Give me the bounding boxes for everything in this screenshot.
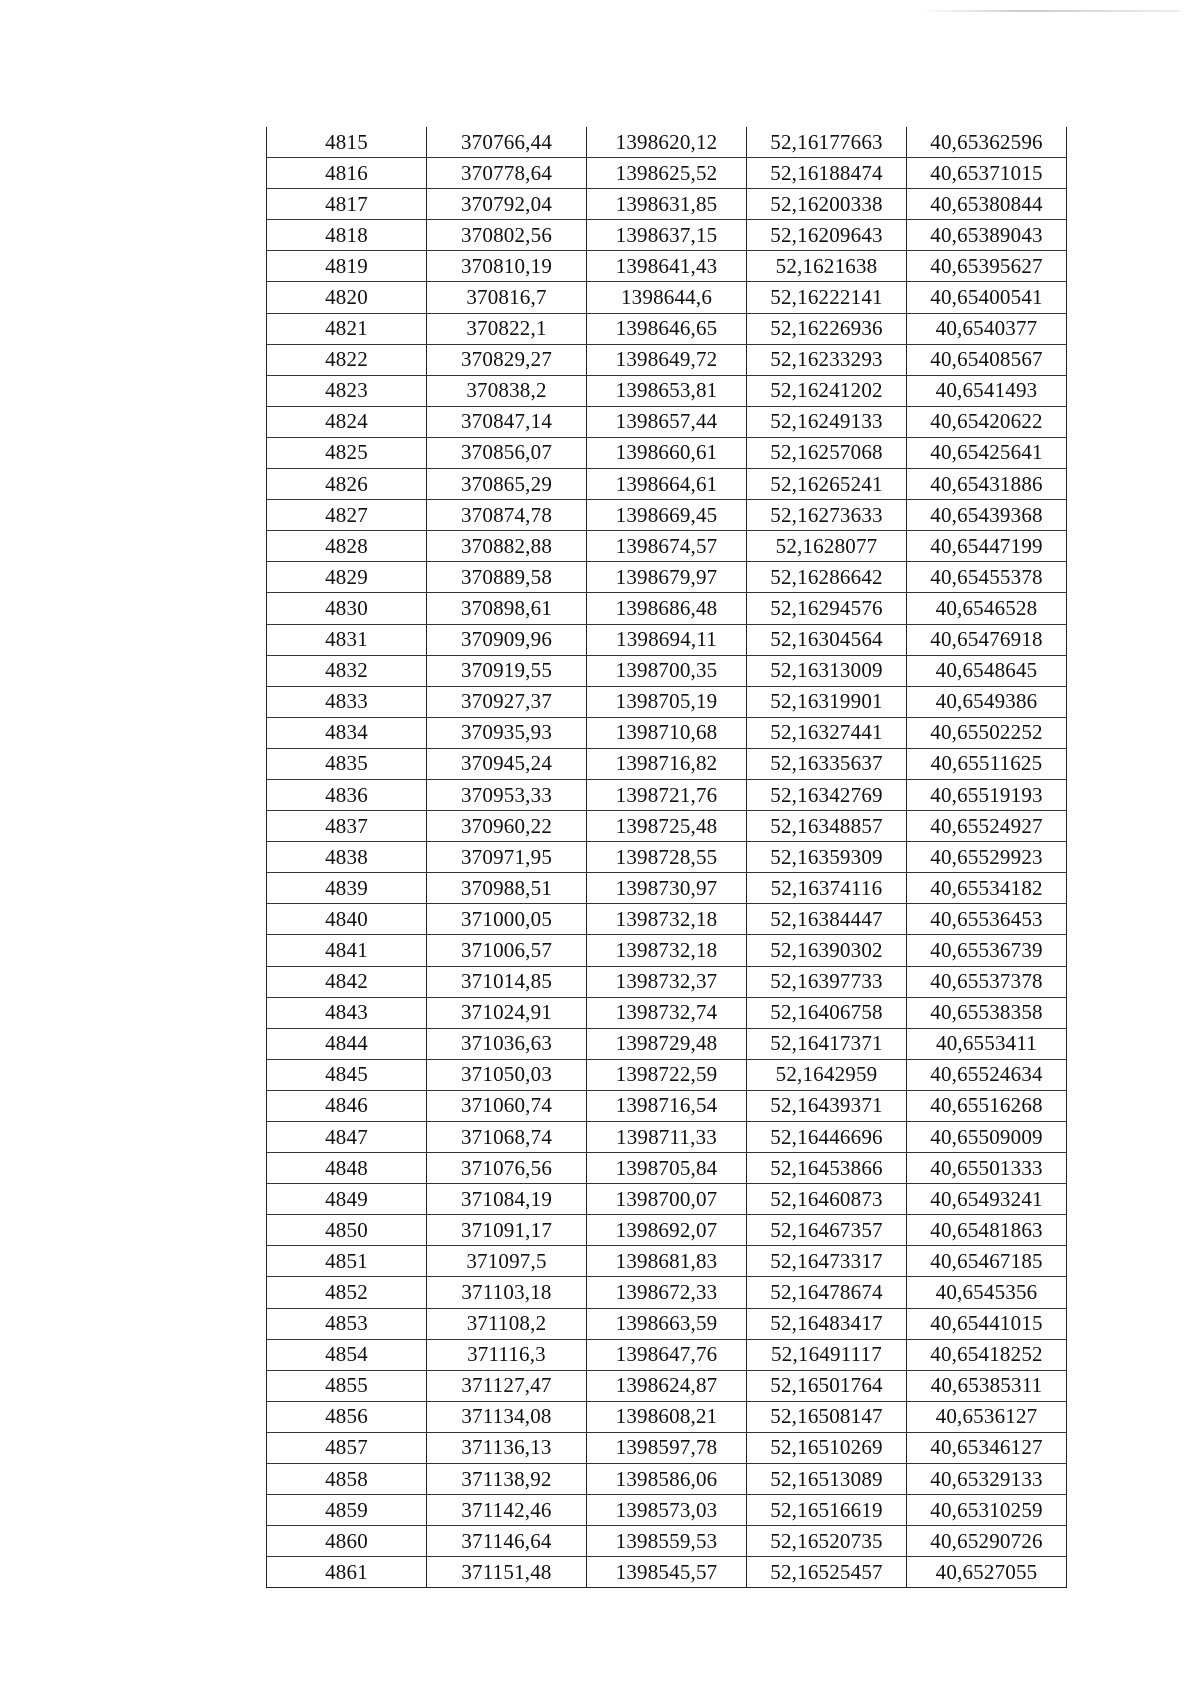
table-row: [267, 375, 1067, 406]
point-number-cell: 4839: [267, 873, 427, 904]
point-number-cell: 4827: [267, 500, 427, 531]
table-row: [267, 1370, 1067, 1401]
x-coordinate-cell: 371142,46: [427, 1495, 587, 1526]
table-row: [267, 1215, 1067, 1246]
y-coordinate-cell: 1398686,48: [587, 593, 747, 624]
point-number-cell: 4819: [267, 251, 427, 282]
x-coordinate-cell: 370909,96: [427, 624, 587, 655]
point-number-cell: 4855: [267, 1370, 427, 1401]
longitude-cell: 40,65425641: [907, 437, 1067, 468]
longitude-cell: 40,65395627: [907, 251, 1067, 282]
point-number-cell: 4860: [267, 1526, 427, 1557]
x-coordinate-cell: 370953,33: [427, 779, 587, 810]
x-coordinate-cell: 371097,5: [427, 1246, 587, 1277]
table-row: [267, 1184, 1067, 1215]
longitude-cell: 40,65534182: [907, 873, 1067, 904]
table-row: [267, 189, 1067, 220]
x-coordinate-cell: 370792,04: [427, 189, 587, 220]
latitude-cell: 52,16319901: [747, 686, 907, 717]
point-number-cell: 4834: [267, 717, 427, 748]
longitude-cell: 40,65439368: [907, 500, 1067, 531]
point-number-cell: 4852: [267, 1277, 427, 1308]
y-coordinate-cell: 1398711,33: [587, 1122, 747, 1153]
point-number-cell: 4837: [267, 811, 427, 842]
point-number-cell: 4822: [267, 344, 427, 375]
longitude-cell: 40,65380844: [907, 189, 1067, 220]
latitude-cell: 52,1628077: [747, 531, 907, 562]
point-number-cell: 4842: [267, 966, 427, 997]
y-coordinate-cell: 1398620,12: [587, 127, 747, 158]
point-number-cell: 4816: [267, 158, 427, 189]
x-coordinate-cell: 371014,85: [427, 966, 587, 997]
longitude-cell: 40,65385311: [907, 1370, 1067, 1401]
x-coordinate-cell: 370865,29: [427, 469, 587, 500]
y-coordinate-cell: 1398625,52: [587, 158, 747, 189]
latitude-cell: 52,16327441: [747, 717, 907, 748]
latitude-cell: 52,16273633: [747, 500, 907, 531]
table-row: [267, 966, 1067, 997]
latitude-cell: 52,1642959: [747, 1059, 907, 1090]
y-coordinate-cell: 1398694,11: [587, 624, 747, 655]
x-coordinate-cell: 371091,17: [427, 1215, 587, 1246]
point-number-cell: 4836: [267, 779, 427, 810]
longitude-cell: 40,65511625: [907, 748, 1067, 779]
table-row: [267, 1090, 1067, 1121]
longitude-cell: 40,65519193: [907, 779, 1067, 810]
y-coordinate-cell: 1398647,76: [587, 1339, 747, 1370]
table-row: [267, 873, 1067, 904]
latitude-cell: 52,16257068: [747, 437, 907, 468]
longitude-cell: 40,6541493: [907, 375, 1067, 406]
y-coordinate-cell: 1398644,6: [587, 282, 747, 313]
latitude-cell: 52,16188474: [747, 158, 907, 189]
x-coordinate-cell: 370829,27: [427, 344, 587, 375]
x-coordinate-cell: 370856,07: [427, 437, 587, 468]
x-coordinate-cell: 371151,48: [427, 1557, 587, 1588]
point-number-cell: 4848: [267, 1153, 427, 1184]
latitude-cell: 52,16513089: [747, 1464, 907, 1495]
y-coordinate-cell: 1398681,83: [587, 1246, 747, 1277]
y-coordinate-cell: 1398641,43: [587, 251, 747, 282]
longitude-cell: 40,65501333: [907, 1153, 1067, 1184]
latitude-cell: 52,16226936: [747, 313, 907, 344]
y-coordinate-cell: 1398732,18: [587, 904, 747, 935]
y-coordinate-cell: 1398716,82: [587, 748, 747, 779]
table-row: [267, 282, 1067, 313]
table-row: [267, 1246, 1067, 1277]
y-coordinate-cell: 1398646,65: [587, 313, 747, 344]
x-coordinate-cell: 370847,14: [427, 406, 587, 437]
point-number-cell: 4824: [267, 406, 427, 437]
latitude-cell: 52,16304564: [747, 624, 907, 655]
longitude-cell: 40,65502252: [907, 717, 1067, 748]
x-coordinate-cell: 370822,1: [427, 313, 587, 344]
latitude-cell: 52,16439371: [747, 1090, 907, 1121]
latitude-cell: 52,16342769: [747, 779, 907, 810]
y-coordinate-cell: 1398637,15: [587, 220, 747, 251]
latitude-cell: 52,16249133: [747, 406, 907, 437]
table-row: [267, 1557, 1067, 1588]
point-number-cell: 4859: [267, 1495, 427, 1526]
longitude-cell: 40,65516268: [907, 1090, 1067, 1121]
x-coordinate-cell: 370927,37: [427, 686, 587, 717]
longitude-cell: 40,65371015: [907, 158, 1067, 189]
latitude-cell: 52,16446696: [747, 1122, 907, 1153]
point-number-cell: 4825: [267, 437, 427, 468]
longitude-cell: 40,65310259: [907, 1495, 1067, 1526]
latitude-cell: 52,16222141: [747, 282, 907, 313]
longitude-cell: 40,65362596: [907, 127, 1067, 158]
y-coordinate-cell: 1398692,07: [587, 1215, 747, 1246]
latitude-cell: 52,16483417: [747, 1308, 907, 1339]
y-coordinate-cell: 1398653,81: [587, 375, 747, 406]
latitude-cell: 52,16359309: [747, 842, 907, 873]
x-coordinate-cell: 371108,2: [427, 1308, 587, 1339]
latitude-cell: 52,16374116: [747, 873, 907, 904]
latitude-cell: 52,16294576: [747, 593, 907, 624]
point-number-cell: 4857: [267, 1432, 427, 1463]
longitude-cell: 40,65524927: [907, 811, 1067, 842]
y-coordinate-cell: 1398729,48: [587, 1028, 747, 1059]
table-row: [267, 1526, 1067, 1557]
table-row: [267, 935, 1067, 966]
y-coordinate-cell: 1398674,57: [587, 531, 747, 562]
y-coordinate-cell: 1398669,45: [587, 500, 747, 531]
y-coordinate-cell: 1398716,54: [587, 1090, 747, 1121]
y-coordinate-cell: 1398732,37: [587, 966, 747, 997]
latitude-cell: 52,16460873: [747, 1184, 907, 1215]
x-coordinate-cell: 371116,3: [427, 1339, 587, 1370]
table-row: [267, 562, 1067, 593]
table-row: [267, 1495, 1067, 1526]
longitude-cell: 40,65536453: [907, 904, 1067, 935]
table-row: [267, 717, 1067, 748]
x-coordinate-cell: 370874,78: [427, 500, 587, 531]
table-row: [267, 1277, 1067, 1308]
y-coordinate-cell: 1398672,33: [587, 1277, 747, 1308]
point-number-cell: 4817: [267, 189, 427, 220]
latitude-cell: 52,16473317: [747, 1246, 907, 1277]
latitude-cell: 52,16390302: [747, 935, 907, 966]
x-coordinate-cell: 370919,55: [427, 655, 587, 686]
x-coordinate-cell: 370898,61: [427, 593, 587, 624]
point-number-cell: 4830: [267, 593, 427, 624]
table-row: [267, 748, 1067, 779]
table-row: [267, 500, 1067, 531]
longitude-cell: 40,65509009: [907, 1122, 1067, 1153]
latitude-cell: 52,16478674: [747, 1277, 907, 1308]
y-coordinate-cell: 1398721,76: [587, 779, 747, 810]
point-number-cell: 4858: [267, 1464, 427, 1495]
latitude-cell: 52,16467357: [747, 1215, 907, 1246]
x-coordinate-cell: 371136,13: [427, 1432, 587, 1463]
longitude-cell: 40,65431886: [907, 469, 1067, 500]
y-coordinate-cell: 1398700,07: [587, 1184, 747, 1215]
point-number-cell: 4840: [267, 904, 427, 935]
point-number-cell: 4846: [267, 1090, 427, 1121]
y-coordinate-cell: 1398624,87: [587, 1370, 747, 1401]
latitude-cell: 52,16516619: [747, 1495, 907, 1526]
longitude-cell: 40,65290726: [907, 1526, 1067, 1557]
point-number-cell: 4815: [267, 127, 427, 158]
longitude-cell: 40,65418252: [907, 1339, 1067, 1370]
coordinates-table-body: [267, 127, 1067, 1588]
latitude-cell: 52,16453866: [747, 1153, 907, 1184]
latitude-cell: 52,16520735: [747, 1526, 907, 1557]
y-coordinate-cell: 1398679,97: [587, 562, 747, 593]
latitude-cell: 52,16384447: [747, 904, 907, 935]
y-coordinate-cell: 1398722,59: [587, 1059, 747, 1090]
x-coordinate-cell: 370971,95: [427, 842, 587, 873]
y-coordinate-cell: 1398700,35: [587, 655, 747, 686]
latitude-cell: 52,16335637: [747, 748, 907, 779]
table-row: [267, 344, 1067, 375]
point-number-cell: 4821: [267, 313, 427, 344]
table-row: [267, 469, 1067, 500]
longitude-cell: 40,65537378: [907, 966, 1067, 997]
point-number-cell: 4818: [267, 220, 427, 251]
table-row: [267, 1028, 1067, 1059]
longitude-cell: 40,6553411: [907, 1028, 1067, 1059]
table-row: [267, 1059, 1067, 1090]
x-coordinate-cell: 370889,58: [427, 562, 587, 593]
point-number-cell: 4856: [267, 1401, 427, 1432]
longitude-cell: 40,65389043: [907, 220, 1067, 251]
latitude-cell: 52,16508147: [747, 1401, 907, 1432]
table-row: [267, 127, 1067, 158]
longitude-cell: 40,65524634: [907, 1059, 1067, 1090]
latitude-cell: 52,16265241: [747, 469, 907, 500]
table-row: [267, 1464, 1067, 1495]
latitude-cell: 52,16200338: [747, 189, 907, 220]
latitude-cell: 52,16491117: [747, 1339, 907, 1370]
latitude-cell: 52,16501764: [747, 1370, 907, 1401]
latitude-cell: 52,16209643: [747, 220, 907, 251]
x-coordinate-cell: 370766,44: [427, 127, 587, 158]
table-row: [267, 655, 1067, 686]
point-number-cell: 4823: [267, 375, 427, 406]
x-coordinate-cell: 370935,93: [427, 717, 587, 748]
y-coordinate-cell: 1398649,72: [587, 344, 747, 375]
table-row: [267, 1153, 1067, 1184]
x-coordinate-cell: 371006,57: [427, 935, 587, 966]
table-row: [267, 842, 1067, 873]
point-number-cell: 4838: [267, 842, 427, 873]
longitude-cell: 40,65400541: [907, 282, 1067, 313]
latitude-cell: 52,16286642: [747, 562, 907, 593]
table-row: [267, 220, 1067, 251]
point-number-cell: 4850: [267, 1215, 427, 1246]
point-number-cell: 4833: [267, 686, 427, 717]
x-coordinate-cell: 371024,91: [427, 997, 587, 1028]
table-row: [267, 624, 1067, 655]
table-row: [267, 158, 1067, 189]
longitude-cell: 40,65529923: [907, 842, 1067, 873]
table-row: [267, 1401, 1067, 1432]
point-number-cell: 4831: [267, 624, 427, 655]
point-number-cell: 4835: [267, 748, 427, 779]
x-coordinate-cell: 370945,24: [427, 748, 587, 779]
table-row: [267, 997, 1067, 1028]
x-coordinate-cell: 371134,08: [427, 1401, 587, 1432]
y-coordinate-cell: 1398631,85: [587, 189, 747, 220]
x-coordinate-cell: 370802,56: [427, 220, 587, 251]
y-coordinate-cell: 1398663,59: [587, 1308, 747, 1339]
point-number-cell: 4828: [267, 531, 427, 562]
point-number-cell: 4841: [267, 935, 427, 966]
table-row: [267, 779, 1067, 810]
longitude-cell: 40,6545356: [907, 1277, 1067, 1308]
longitude-cell: 40,65447199: [907, 531, 1067, 562]
table-row: [267, 904, 1067, 935]
latitude-cell: 52,16397733: [747, 966, 907, 997]
longitude-cell: 40,65481863: [907, 1215, 1067, 1246]
y-coordinate-cell: 1398664,61: [587, 469, 747, 500]
table-row: [267, 1339, 1067, 1370]
table-row: [267, 251, 1067, 282]
y-coordinate-cell: 1398608,21: [587, 1401, 747, 1432]
point-number-cell: 4854: [267, 1339, 427, 1370]
y-coordinate-cell: 1398705,19: [587, 686, 747, 717]
y-coordinate-cell: 1398730,97: [587, 873, 747, 904]
y-coordinate-cell: 1398705,84: [587, 1153, 747, 1184]
x-coordinate-cell: 371084,19: [427, 1184, 587, 1215]
longitude-cell: 40,65441015: [907, 1308, 1067, 1339]
x-coordinate-cell: 371103,18: [427, 1277, 587, 1308]
longitude-cell: 40,65536739: [907, 935, 1067, 966]
longitude-cell: 40,65455378: [907, 562, 1067, 593]
table-row: [267, 811, 1067, 842]
longitude-cell: 40,6549386: [907, 686, 1067, 717]
longitude-cell: 40,6540377: [907, 313, 1067, 344]
latitude-cell: 52,16177663: [747, 127, 907, 158]
coordinates-table: [266, 127, 1067, 1588]
latitude-cell: 52,16313009: [747, 655, 907, 686]
y-coordinate-cell: 1398657,44: [587, 406, 747, 437]
latitude-cell: 52,16241202: [747, 375, 907, 406]
x-coordinate-cell: 371050,03: [427, 1059, 587, 1090]
latitude-cell: 52,16406758: [747, 997, 907, 1028]
point-number-cell: 4829: [267, 562, 427, 593]
longitude-cell: 40,65329133: [907, 1464, 1067, 1495]
point-number-cell: 4826: [267, 469, 427, 500]
x-coordinate-cell: 371068,74: [427, 1122, 587, 1153]
latitude-cell: 52,1621638: [747, 251, 907, 282]
table-row: [267, 1432, 1067, 1463]
x-coordinate-cell: 370838,2: [427, 375, 587, 406]
x-coordinate-cell: 370988,51: [427, 873, 587, 904]
longitude-cell: 40,6536127: [907, 1401, 1067, 1432]
y-coordinate-cell: 1398586,06: [587, 1464, 747, 1495]
longitude-cell: 40,65420622: [907, 406, 1067, 437]
x-coordinate-cell: 371127,47: [427, 1370, 587, 1401]
table-row: [267, 531, 1067, 562]
x-coordinate-cell: 371036,63: [427, 1028, 587, 1059]
latitude-cell: 52,16233293: [747, 344, 907, 375]
point-number-cell: 4843: [267, 997, 427, 1028]
longitude-cell: 40,65408567: [907, 344, 1067, 375]
x-coordinate-cell: 370810,19: [427, 251, 587, 282]
scan-artifact: [920, 10, 1180, 12]
longitude-cell: 40,65538358: [907, 997, 1067, 1028]
table-row: [267, 406, 1067, 437]
point-number-cell: 4861: [267, 1557, 427, 1588]
y-coordinate-cell: 1398660,61: [587, 437, 747, 468]
y-coordinate-cell: 1398559,53: [587, 1526, 747, 1557]
table-row: [267, 1308, 1067, 1339]
point-number-cell: 4845: [267, 1059, 427, 1090]
longitude-cell: 40,65493241: [907, 1184, 1067, 1215]
point-number-cell: 4844: [267, 1028, 427, 1059]
table-row: [267, 313, 1067, 344]
y-coordinate-cell: 1398728,55: [587, 842, 747, 873]
longitude-cell: 40,65346127: [907, 1432, 1067, 1463]
longitude-cell: 40,6527055: [907, 1557, 1067, 1588]
y-coordinate-cell: 1398710,68: [587, 717, 747, 748]
latitude-cell: 52,16525457: [747, 1557, 907, 1588]
latitude-cell: 52,16417371: [747, 1028, 907, 1059]
latitude-cell: 52,16510269: [747, 1432, 907, 1463]
y-coordinate-cell: 1398732,74: [587, 997, 747, 1028]
table-row: [267, 1122, 1067, 1153]
table-row: [267, 593, 1067, 624]
longitude-cell: 40,6548645: [907, 655, 1067, 686]
point-number-cell: 4820: [267, 282, 427, 313]
point-number-cell: 4849: [267, 1184, 427, 1215]
y-coordinate-cell: 1398597,78: [587, 1432, 747, 1463]
point-number-cell: 4853: [267, 1308, 427, 1339]
x-coordinate-cell: 371138,92: [427, 1464, 587, 1495]
table-row: [267, 686, 1067, 717]
point-number-cell: 4847: [267, 1122, 427, 1153]
x-coordinate-cell: 371060,74: [427, 1090, 587, 1121]
x-coordinate-cell: 370960,22: [427, 811, 587, 842]
longitude-cell: 40,65467185: [907, 1246, 1067, 1277]
point-number-cell: 4851: [267, 1246, 427, 1277]
x-coordinate-cell: 371000,05: [427, 904, 587, 935]
longitude-cell: 40,6546528: [907, 593, 1067, 624]
y-coordinate-cell: 1398725,48: [587, 811, 747, 842]
point-number-cell: 4832: [267, 655, 427, 686]
longitude-cell: 40,65476918: [907, 624, 1067, 655]
y-coordinate-cell: 1398545,57: [587, 1557, 747, 1588]
y-coordinate-cell: 1398573,03: [587, 1495, 747, 1526]
x-coordinate-cell: 371146,64: [427, 1526, 587, 1557]
x-coordinate-cell: 370778,64: [427, 158, 587, 189]
latitude-cell: 52,16348857: [747, 811, 907, 842]
x-coordinate-cell: 371076,56: [427, 1153, 587, 1184]
x-coordinate-cell: 370816,7: [427, 282, 587, 313]
x-coordinate-cell: 370882,88: [427, 531, 587, 562]
table-row: [267, 437, 1067, 468]
y-coordinate-cell: 1398732,18: [587, 935, 747, 966]
